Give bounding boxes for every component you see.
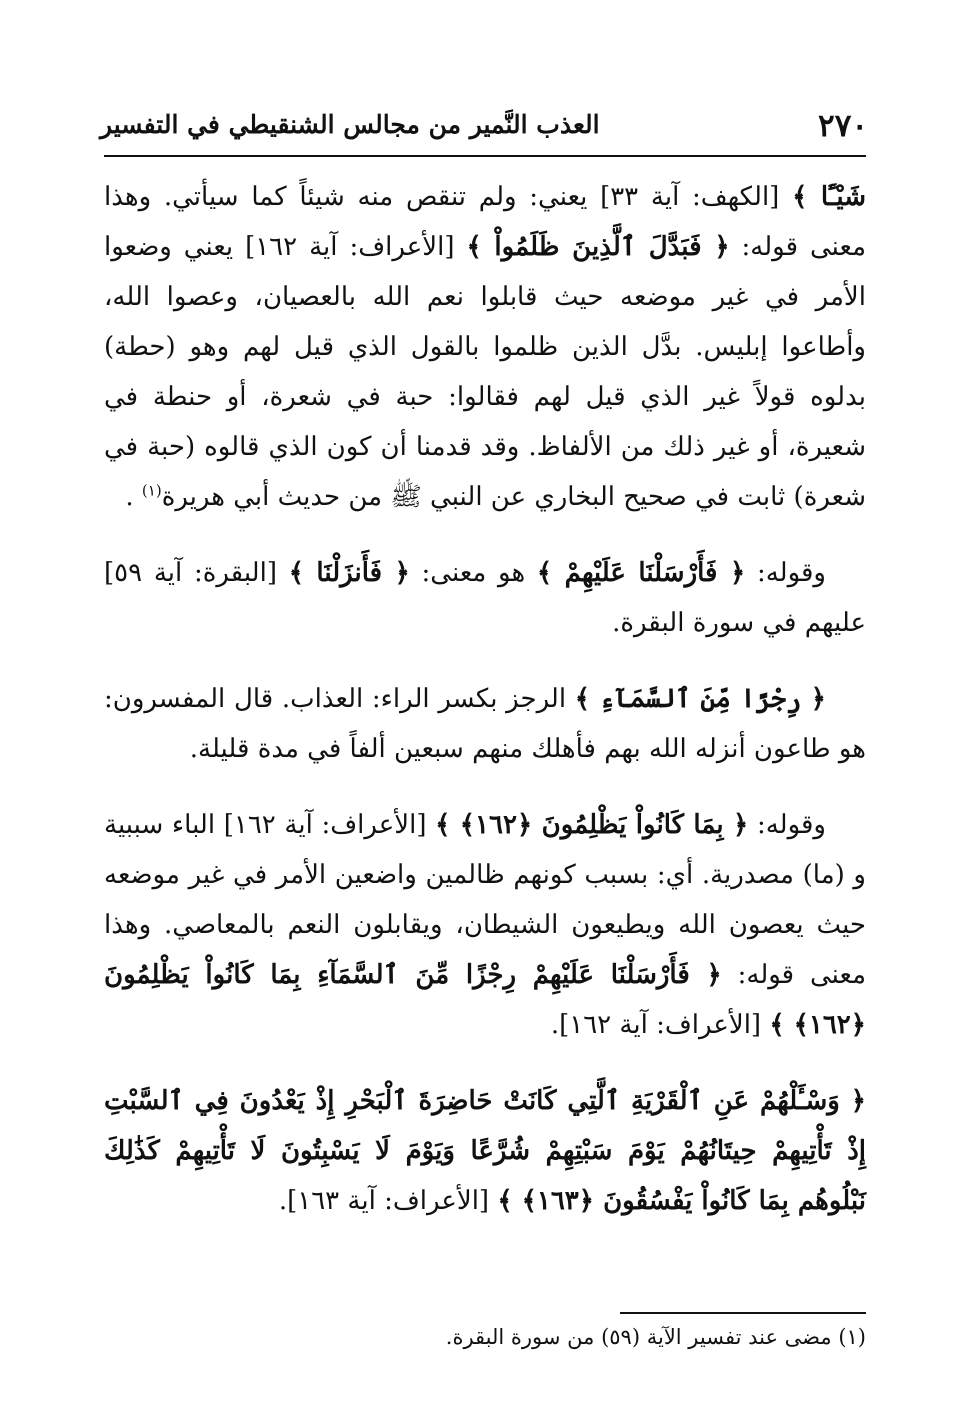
quran-verse: ﴿ رِجْزًا مِّنَ ٱلسَّمَآءِ ﴾ [574, 684, 826, 714]
paragraph [104, 1076, 866, 1226]
page-header [100, 108, 868, 152]
paragraph [104, 674, 866, 774]
quran-verse: ﴿ فَأَرْسَلْنَا عَلَيْهِمْ ﴾ [536, 558, 746, 588]
quran-verse: شَيْـًٔا ﴾ [792, 182, 866, 212]
quran-verse: ﴿ فَأَنزَلْنَا ﴾ [288, 558, 410, 588]
footnote-text: مضى عند تفسير الآية (٥٩) من سورة البقرة. [445, 1325, 839, 1349]
footnote [104, 1320, 866, 1354]
paragraph [104, 800, 866, 1050]
text-run: [الأعراف: آية ١٦٢] يعني وضعوا الأمر في غير موضعه حيث قابلوا نعم الله بالعصيان، وعصوا الله، وأطاعوا إبليس. بدَّل الذين ظلموا بالقول الذي قيل لهم وهو (حطة) بدلوه قولاً غير الذي قيل لهم فقالوا: حبة في شعرة، أو حنطة في شعيرة، أو غير ذلك من الألفاظ. وقد قدمنا أن كون الذي قالوه (حبة في شعرة) ثابت في صحيح البخاري عن النبي ﷺ من حديث أبي هريرة [104, 232, 866, 512]
text-run: [البقرة: آية ٥٩] عليهم في سورة البقرة. [104, 558, 866, 638]
text-run: وقوله: [748, 810, 826, 840]
text-run: [الأعراف: آية ١٦٢]. [550, 1010, 770, 1040]
text-run: [الكهف: آية ٣٣] يعني: ولم تنقص منه شيئاً كما سيأتي. وهذا معنى قوله: [104, 182, 866, 262]
running-title: العذب النَّمير من مجالس الشنقيطي في التفسير [100, 110, 600, 139]
text-run: الرجز بكسر الراء: العذاب. قال المفسرون: هو طاعون أنزله الله بهم فأهلك منهم سبعين ألفاً في مدة قليلة. [104, 684, 866, 764]
header-rule [104, 155, 866, 157]
text-run: هو معنى: [409, 558, 537, 588]
text-run: . [125, 482, 142, 512]
text-run: [الأعراف: آية ١٦٢] الباء سببية و (ما) مصدرية. أي: بسبب كونهم ظالمين واضعين الأمر في غير موضعه حيث يعصون الله ويطيعون الشيطان، ويقابلون النعم بالمعاصي. وهذا معنى قوله: [104, 810, 866, 990]
quran-verse: ﴿ وَسْـَٔلْهُمْ عَنِ ٱلْقَرْيَةِ ٱلَّتِي كَانَتْ حَاضِرَةَ ٱلْبَحْرِ إِذْ يَعْدُونَ فِي ٱلسَّبْتِ إِذْ تَأْتِيهِمْ حِيتَانُهُمْ يَوْمَ سَبْتِهِمْ شُرَّعًا وَيَوْمَ لَا يَسْبِتُونَ لَا تَأْتِيهِمْ كَذَٰلِكَ نَبْلُوهُم بِمَا كَانُواْ يَفْسُقُونَ ﴿١٦٣﴾ ﴾ [104, 1086, 867, 1216]
paragraph [104, 548, 866, 648]
footnote-marker: (١) [838, 1325, 866, 1349]
footnote-rule [620, 1312, 866, 1314]
page-number: ٢٧٠ [818, 108, 868, 144]
text-run: وقوله: [745, 558, 826, 588]
quran-verse: ﴿ فَبَدَّلَ ٱلَّذِينَ ظَلَمُواْ ﴾ [466, 232, 730, 262]
paragraph [104, 172, 866, 522]
body-text [104, 172, 866, 1226]
text-run: [الأعراف: آية ١٦٣]. [278, 1186, 498, 1216]
quran-verse: ﴿ بِمَا كَانُواْ يَظْلِمُونَ ﴿١٦٢﴾ ﴾ [435, 810, 749, 840]
footnote-reference: (١) [141, 481, 162, 500]
quran-verse: ﴿ فَأَرْسَلْنَا عَلَيْهِمْ رِجْزًا مِّنَ ٱلسَّمَآءِ بِمَا كَانُواْ يَظْلِمُونَ ﴿١٦٢﴾ ﴾ [104, 960, 866, 1040]
